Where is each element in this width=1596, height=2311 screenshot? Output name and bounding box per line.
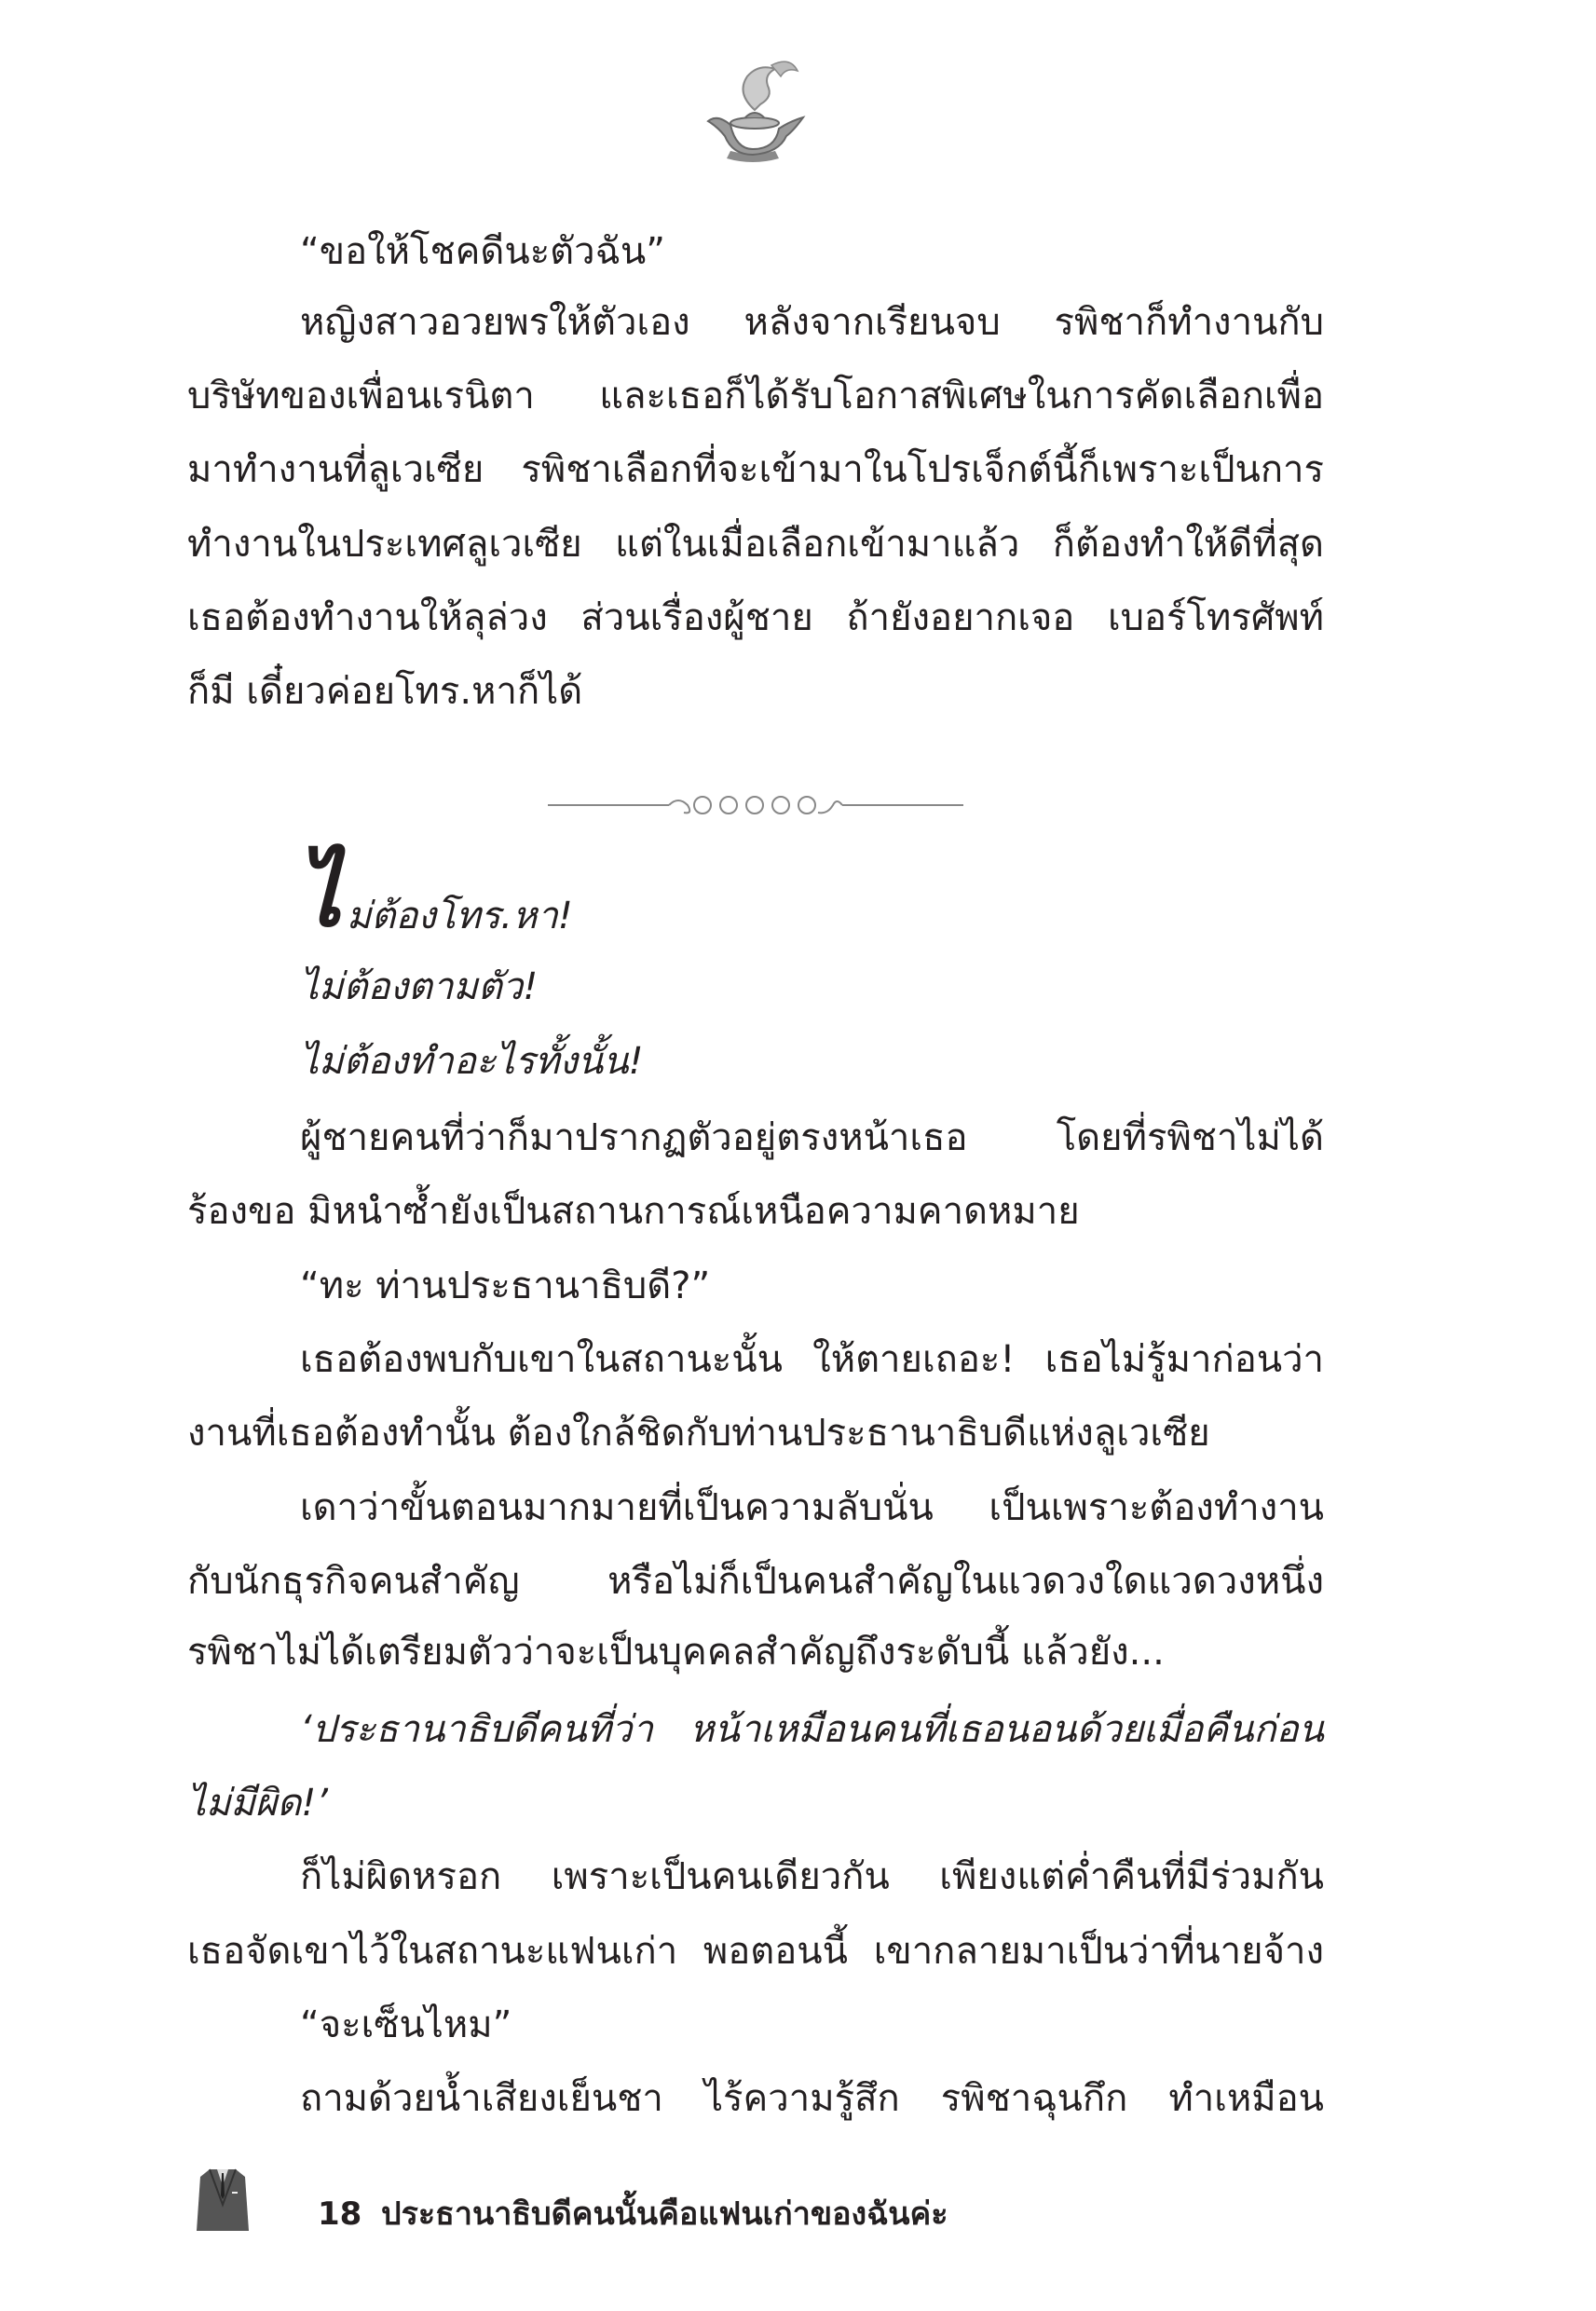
paragraph-line: เธอต้องทำงานให้ลุล่วง ส่วนเรื่องผู้ชาย ถ้ายังอยากเจอ เบอร์โทรศัพท์ (187, 596, 1324, 639)
drop-cap: ไ (296, 842, 342, 947)
paragraph-line: มาทำงานที่ลูเวเซีย รพิชาเลือกที่จะเข้ามาในโปรเจ็กต์นี้ก็เพราะเป็นการ (187, 448, 1324, 491)
scroll-ornament-icon (548, 788, 963, 822)
paragraph-line: ม่ต้องโทร.หา! (347, 895, 573, 937)
paragraph-line: ถามด้วยน้ำเสียงเย็นชา ไร้ความรู้สึก รพิชาฉุนกึก ทำเหมือน (300, 2077, 1324, 2120)
paragraph-line: ไม่ต้องทำอะไรทั้งนั้น! (300, 1040, 644, 1083)
paragraph-line: ก็มี เดี๋ยวค่อยโทร.หาก็ได้ (187, 670, 583, 713)
dialogue-line: “ขอให้โชคดีนะตัวฉัน” (300, 230, 665, 273)
dialogue-line: “ทะ ท่านประธานาธิบดี?” (300, 1265, 711, 1307)
book-title: ประธานาธิบดีคนนั้นคือแฟนเก่าของฉันค่ะ (381, 2195, 948, 2233)
paragraph-line: เธอต้องพบกับเขาในสถานะนั้น ให้ตายเถอะ! เธอไม่รู้มาก่อนว่า (300, 1338, 1324, 1381)
paragraph-line: หญิงสาวอวยพรให้ตัวเอง หลังจากเรียนจบ รพิชาก็ทำงานกับ (300, 301, 1324, 344)
paragraph-line: ผู้ชายคนที่ว่าก็มาปรากฏตัวอยู่ตรงหน้าเธอ โดยที่รพิชาไม่ได้ (300, 1116, 1324, 1159)
paragraph-line: เธอจัดเขาไว้ในสถานะแฟนเก่า พอตอนนี้ เขากลายมาเป็นว่าที่นายจ้าง (187, 1930, 1324, 1973)
paragraph-line: กับนักธุรกิจคนสำคัญ หรือไม่ก็เป็นคนสำคัญในแวดวงใดแวดวงหนึ่ง (187, 1560, 1324, 1603)
paragraph-line: ‘ประธานาธิบดีคนที่ว่า หน้าเหมือนคนที่เธอนอนด้วยเมื่อคืนก่อน (300, 1708, 1324, 1751)
dialogue-line: “จะเซ็นไหม” (300, 2003, 512, 2046)
paragraph-line: ไม่ต้องตามตัว! (300, 965, 539, 1008)
paragraph-line: ทำงานในประเทศลูเวเซีย แต่ในเมื่อเลือกเข้ามาแล้ว ก็ต้องทำให้ดีที่สุด (187, 523, 1324, 566)
page-number: 18 (318, 2195, 362, 2233)
paragraph-line: บริษัทของเพื่อนเรนิตา และเธอก็ได้รับโอกาสพิเศษในการคัดเลือกเพื่อ (187, 375, 1324, 417)
genie-lamp-icon (689, 56, 815, 172)
paragraph-line: เดาว่าขั้นตอนมากมายที่เป็นความลับนั่น เป็นเพราะต้องทำงาน (300, 1486, 1324, 1529)
paragraph-line: รพิชาไม่ได้เตรียมตัวว่าจะเป็นบุคคลสำคัญถึงระดับนี้ แล้วยัง... (187, 1631, 1165, 1674)
suit-icon (197, 2167, 249, 2233)
paragraph-line: ไม่มีผิด!’ (187, 1782, 329, 1825)
paragraph-line: งานที่เธอต้องทำนั้น ต้องใกล้ชิดกับท่านประธานาธิบดีแห่งลูเวเซีย (187, 1412, 1210, 1455)
paragraph-line: ร้องขอ มิหนำซ้ำยังเป็นสถานการณ์เหนือความคาดหมาย (187, 1190, 1080, 1233)
paragraph-line: ก็ไม่ผิดหรอก เพราะเป็นคนเดียวกัน เพียงแต่ค่ำคืนที่มีร่วมกัน (300, 1855, 1324, 1898)
